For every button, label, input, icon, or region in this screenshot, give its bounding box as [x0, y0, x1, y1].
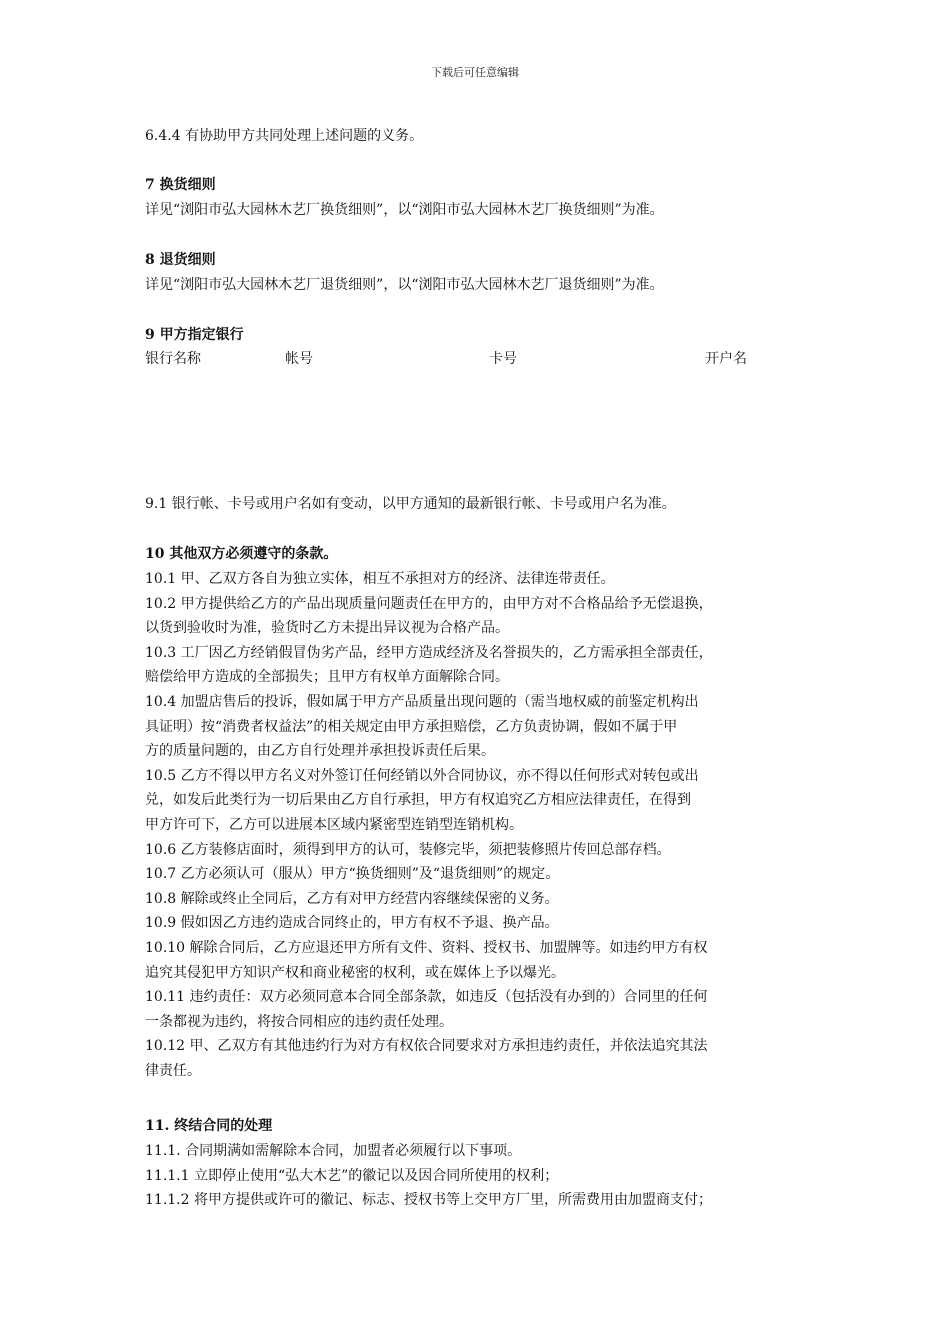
clause-line: 追究其侵犯甲方知识产权和商业秘密的权利，或在媒体上予以爆光。	[145, 964, 565, 981]
bank-col-holder: 开户名	[705, 351, 747, 367]
section-7-body: 详见“浏阳市弘大园林木艺厂换货细则”，以“浏阳市弘大园林木艺厂换货细则”为准。	[145, 202, 664, 218]
bank-col-card: 卡号	[489, 351, 517, 367]
clause-line: 10.2 甲方提供给乙方的产品出现质量问题责任在甲方的，由甲方对不合格品给予无偿退换，	[145, 595, 713, 612]
clause-line: 10.5 乙方不得以甲方名义对外签订任何经销以外合同协议，亦不得以任何形式对转包或出	[145, 767, 699, 784]
clause-line: 10.12 甲、乙双方有其他违约行为对方有权依合同要求对方承担违约责任，并依法追究其法	[145, 1038, 708, 1055]
clause-line: 10.9 假如因乙方违约造成合同终止的，甲方有权不予退、换产品。	[145, 915, 559, 932]
section-8-body: 详见“浏阳市弘大园林木艺厂退货细则”，以“浏阳市弘大园林木艺厂退货细则”为准。	[145, 277, 664, 293]
bank-col-name: 银行名称	[145, 351, 201, 367]
clause-line: 11.1. 合同期满如需解除本合同，加盟者必须履行以下事项。	[145, 1143, 522, 1159]
clause-9-1: 9.1 银行帐、卡号或用户名如有变动，以甲方通知的最新银行帐、卡号或用户名为准。	[145, 496, 676, 512]
clause-line: 11.1.2 将甲方提供或许可的徽记、标志、授权书等上交甲方厂里，所需费用由加盟商支付；	[145, 1192, 712, 1208]
clause-line: 10.10 解除合同后，乙方应退还甲方所有文件、资料、授权书、加盟牌等。如违约甲方有权	[145, 940, 708, 956]
bank-col-account: 帐号	[285, 351, 313, 367]
clause-6-4-4: 6.4.4 有协助甲方共同处理上述问题的义务。	[145, 128, 424, 144]
page-header: 下载后可任意编辑	[431, 66, 519, 79]
section-8-title: 8 退货细则	[145, 252, 216, 268]
clause-line: 律责任。	[145, 1063, 201, 1079]
clause-line: 10.11 违约责任：双方必须同意本合同全部条款，如违反（包括没有办到的）合同里的任何	[145, 989, 708, 1006]
bank-table-header	[145, 348, 845, 372]
clause-line: 10.7 乙方必须认可（服从）甲方“换货细则”及“退货细则”的规定。	[145, 866, 560, 883]
clause-line: 方的质量问题的，由乙方自行处理并承担投诉责任后果。	[145, 743, 495, 760]
section-10-title: 10 其他双方必须遵守的条款。	[145, 546, 338, 562]
clause-line: 赔偿给甲方造成的全部损失；且甲方有权单方面解除合同。	[145, 669, 509, 686]
section-7-title: 7 换货细则	[145, 177, 216, 193]
clause-line: 10.8 解除或终止全同后，乙方有对甲方经营内容继续保密的义务。	[145, 890, 559, 907]
section-9-title: 9 甲方指定银行	[145, 327, 244, 343]
clause-line: 具证明）按“消费者权益法”的相关规定由甲方承担赔偿，乙方负责协调，假如不属于甲	[145, 718, 678, 735]
clause-line: 10.6 乙方装修店面时，须得到甲方的认可，装修完毕，须把装修照片传回总部存档。	[145, 841, 671, 858]
section-11-title: 11. 终结合同的处理	[145, 1118, 273, 1134]
clause-line: 一条都视为违约，将按合同相应的违约责任处理。	[145, 1013, 453, 1030]
clause-line: 10.4 加盟店售后的投诉，假如属于甲方产品质量出现问题的（需当地权威的前鉴定机构出	[145, 694, 699, 710]
clause-line: 甲方许可下，乙方可以进展本区域内紧密型连销型连销机构。	[145, 817, 523, 833]
clause-line: 兑，如发后此类行为一切后果由乙方自行承担，甲方有权追究乙方相应法律责任，在得到	[145, 792, 691, 809]
clause-line: 10.1 甲、乙双方各自为独立实体，相互不承担对方的经济、法律连带责任。	[145, 571, 615, 587]
clause-line: 10.3 工厂因乙方经销假冒伪劣产品，经甲方造成经济及名誉损失的，乙方需承担全部责任，	[145, 644, 713, 661]
clause-line: 11.1.1 立即停止使用“弘大木艺”的徽记以及因合同所使用的权利；	[145, 1167, 559, 1184]
clause-line: 以货到验收时为准，验货时乙方未提出异议视为合格产品。	[145, 620, 509, 637]
